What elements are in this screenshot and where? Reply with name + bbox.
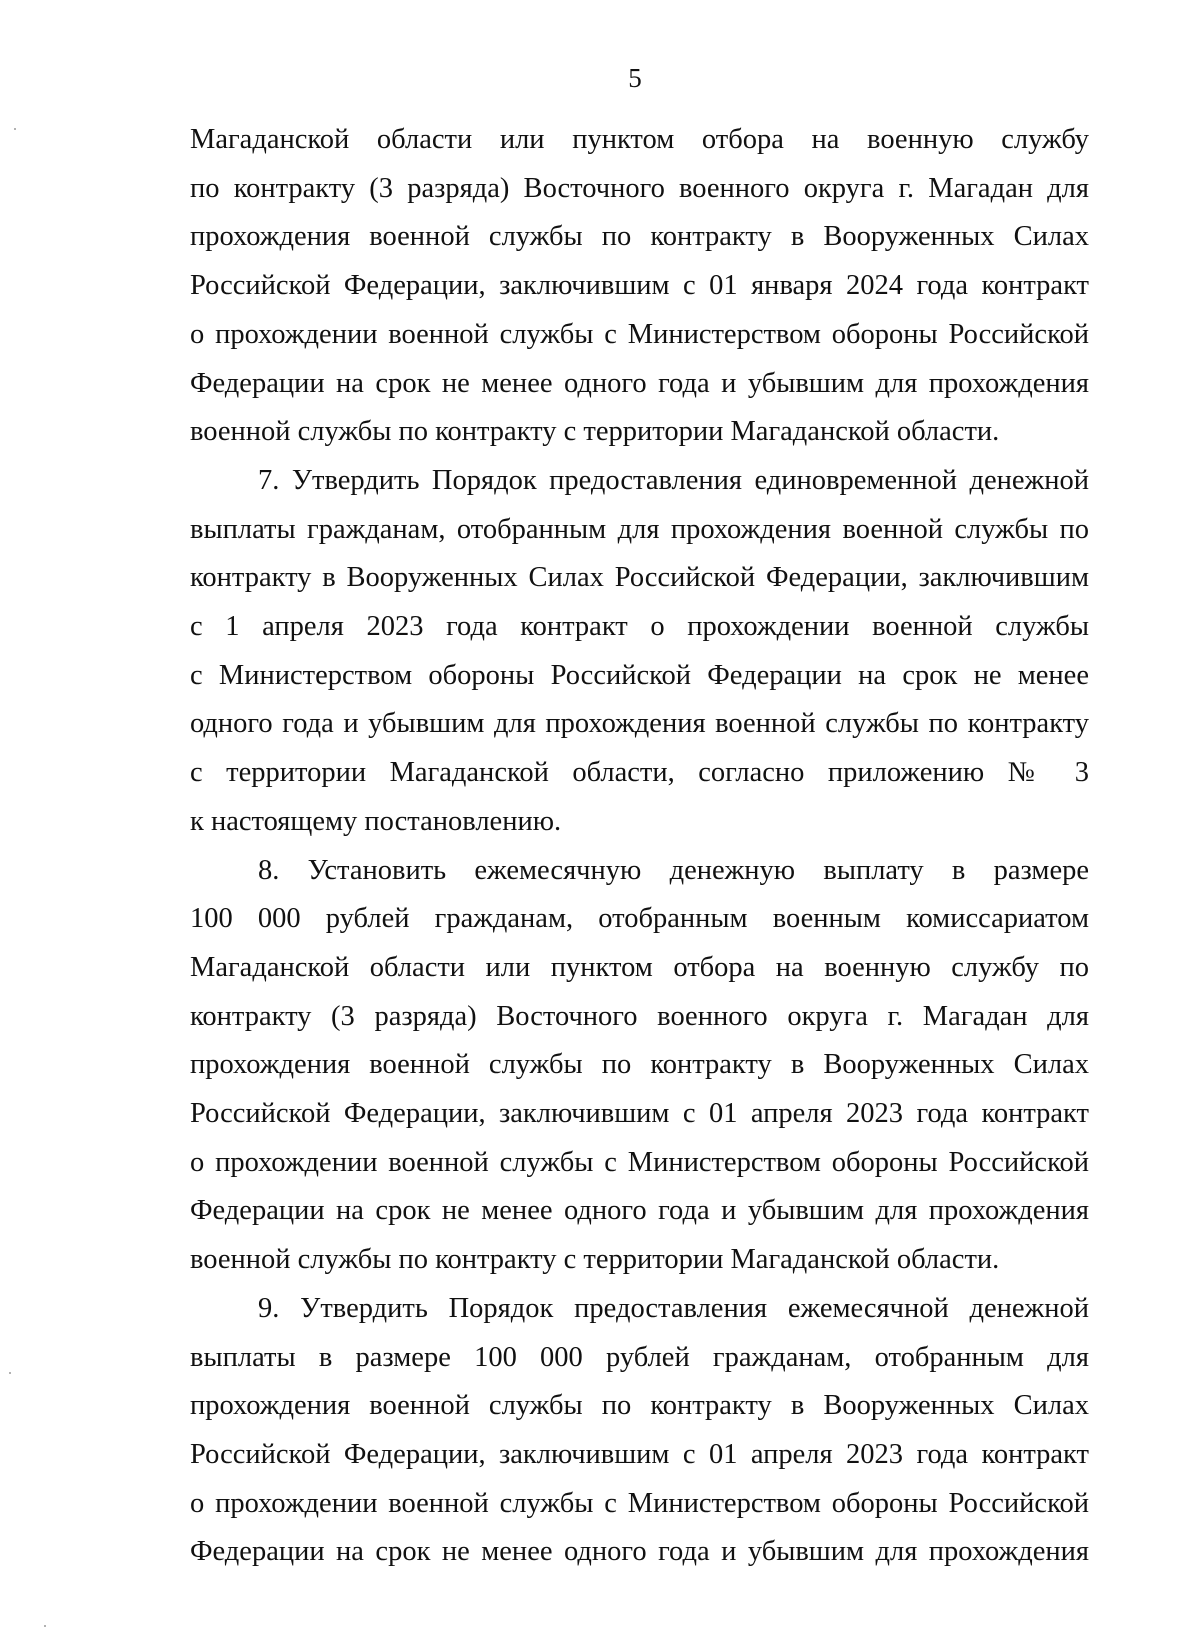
text-line: Магаданской области или пунктом отбора на военную службу [190, 124, 1089, 155]
text-line: прохождения военной службы по контракту в Вооруженных Силах [190, 221, 1089, 253]
text-line: о прохождении военной службы с Министерством обороны Российской [190, 1146, 1089, 1178]
text-line: с 1 апреля 2023 года контракт о прохождении военной службы [190, 611, 1089, 643]
text-line: выплаты в размере 100 000 рублей гражданам, отобранным для [190, 1341, 1089, 1373]
text-line: прохождения военной службы по контракту в Вооруженных Силах [190, 1390, 1089, 1422]
text-line: о прохождении военной службы с Министерством обороны Российской [190, 1487, 1089, 1519]
paragraph-8 [190, 847, 1089, 1285]
text-line: 8. Установить ежемесячную денежную выплату в размере [258, 854, 1089, 886]
page-number: 5 [628, 63, 642, 93]
text-line: 9. Утвердить Порядок предоставления ежемесячной денежной [258, 1292, 1089, 1324]
scan-speck [44, 1625, 46, 1627]
text-line: прохождения военной службы по контракту в Вооруженных Силах [190, 1049, 1089, 1081]
text-line: с территории Магаданской области, согласно приложению № 3 [190, 757, 1089, 789]
text-line: Российской Федерации, заключившим с 01 апреля 2023 года контракт [190, 1438, 1089, 1470]
text-line: по контракту (3 разряда) Восточного военного округа г. Магадан для [190, 172, 1089, 204]
text-line: контракту (3 разряда) Восточного военного округа г. Магадан для [190, 1000, 1089, 1032]
text-line: Магаданской области или пунктом отбора на военную службу по [190, 951, 1089, 983]
text-line: к настоящему постановлению. [190, 805, 562, 837]
text-line: Федерации на срок не менее одного года и убывшим для прохождения [190, 367, 1089, 399]
text-line: контракту в Вооруженных Силах Российской Федерации, заключившим [190, 562, 1089, 594]
scan-speck [14, 128, 16, 130]
text-line: Российской Федерации, заключившим с 01 января 2024 года контракт [190, 270, 1089, 302]
paragraph-continuation [190, 116, 1089, 457]
document-body [190, 116, 1089, 1577]
paragraph-9 [190, 1285, 1089, 1577]
text-line: Федерации на срок не менее одного года и убывшим для прохождения [190, 1536, 1089, 1568]
scan-speck [9, 1372, 11, 1374]
text-line: с Министерством обороны Российской Федерации на срок не менее [190, 659, 1089, 691]
paragraph-7 [190, 457, 1089, 847]
text-line: Федерации на срок не менее одного года и убывшим для прохождения [190, 1195, 1089, 1227]
text-line: военной службы по контракту с территории Магаданской области. [190, 416, 1000, 448]
text-line: 100 000 рублей гражданам, отобранным военным комиссариатом [190, 903, 1089, 935]
text-line: военной службы по контракту с территории Магаданской области. [190, 1244, 1000, 1276]
text-line: Российской Федерации, заключившим с 01 апреля 2023 года контракт [190, 1098, 1089, 1130]
text-line: 7. Утвердить Порядок предоставления единовременной денежной [258, 464, 1089, 496]
text-line: одного года и убывшим для прохождения военной службы по контракту [190, 708, 1089, 740]
text-line: о прохождении военной службы с Министерством обороны Российской [190, 318, 1089, 350]
text-line: выплаты гражданам, отобранным для прохождения военной службы по [190, 513, 1089, 545]
